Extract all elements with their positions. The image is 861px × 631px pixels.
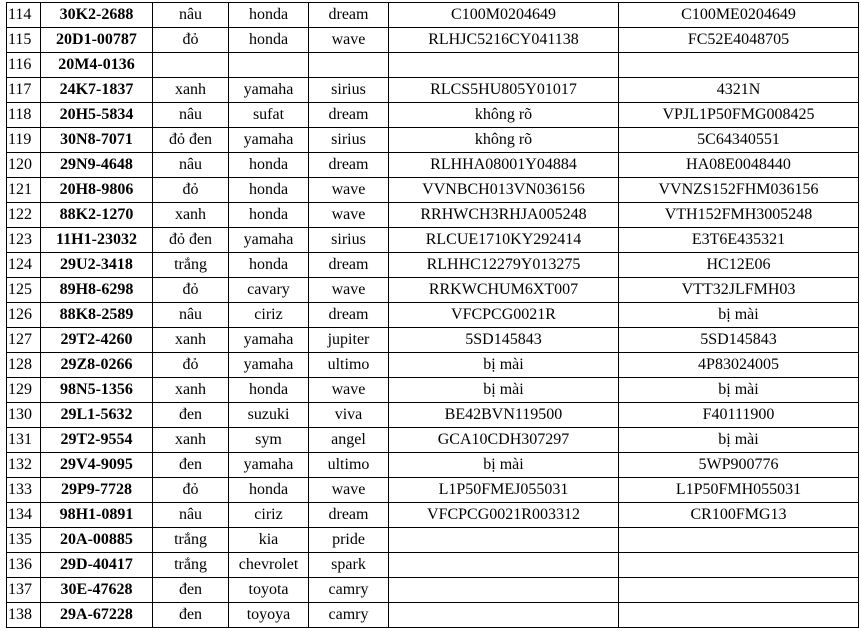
brand-cell: sym	[229, 428, 309, 453]
plate-number-cell: 20H5-5834	[41, 103, 153, 128]
brand-cell: kia	[229, 528, 309, 553]
table-row	[7, 328, 859, 353]
color-cell: xanh	[153, 328, 229, 353]
row-number-cell: 134	[7, 503, 41, 528]
model-cell: dream	[309, 303, 389, 328]
frame-number-cell: VFCPCG0021R003312	[389, 503, 619, 528]
plate-number-cell: 20M4-0136	[41, 53, 153, 78]
color-cell: xanh	[153, 428, 229, 453]
model-cell: jupiter	[309, 328, 389, 353]
plate-number-cell: 89H8-6298	[41, 278, 153, 303]
color-cell: nâu	[153, 3, 229, 28]
brand-cell: toyoya	[229, 603, 309, 628]
frame-number-cell: RLHHC12279Y013275	[389, 253, 619, 278]
brand-cell: suzuki	[229, 403, 309, 428]
color-cell: đen	[153, 578, 229, 603]
row-number-cell: 130	[7, 403, 41, 428]
table-row	[7, 278, 859, 303]
engine-number-cell	[619, 53, 859, 78]
frame-number-cell: không rõ	[389, 128, 619, 153]
frame-number-cell: VVNBCH013VN036156	[389, 178, 619, 203]
table-row	[7, 503, 859, 528]
plate-number-cell: 29T2-9554	[41, 428, 153, 453]
row-number-cell: 138	[7, 603, 41, 628]
model-cell: camry	[309, 603, 389, 628]
engine-number-cell: E3T6E435321	[619, 228, 859, 253]
table-row	[7, 578, 859, 603]
frame-number-cell: BE42BVN119500	[389, 403, 619, 428]
row-number-cell: 118	[7, 103, 41, 128]
plate-number-cell: 29P9-7728	[41, 478, 153, 503]
table-row	[7, 253, 859, 278]
engine-number-cell: 4P83024005	[619, 353, 859, 378]
engine-number-cell: FC52E4048705	[619, 28, 859, 53]
engine-number-cell: L1P50FMH055031	[619, 478, 859, 503]
brand-cell: yamaha	[229, 128, 309, 153]
color-cell: đen	[153, 603, 229, 628]
row-number-cell: 119	[7, 128, 41, 153]
engine-number-cell: 5C64340551	[619, 128, 859, 153]
frame-number-cell: không rõ	[389, 103, 619, 128]
model-cell: sirius	[309, 78, 389, 103]
engine-number-cell: 5WP900776	[619, 453, 859, 478]
plate-number-cell: 29V4-9095	[41, 453, 153, 478]
frame-number-cell	[389, 53, 619, 78]
plate-number-cell: 98H1-0891	[41, 503, 153, 528]
engine-number-cell	[619, 603, 859, 628]
brand-cell: yamaha	[229, 453, 309, 478]
row-number-cell: 136	[7, 553, 41, 578]
model-cell: wave	[309, 178, 389, 203]
engine-number-cell: F40111900	[619, 403, 859, 428]
row-number-cell: 133	[7, 478, 41, 503]
frame-number-cell: RLCUE1710KY292414	[389, 228, 619, 253]
row-number-cell: 115	[7, 28, 41, 53]
model-cell	[309, 53, 389, 78]
color-cell: nâu	[153, 153, 229, 178]
frame-number-cell: VFCPCG0021R	[389, 303, 619, 328]
engine-number-cell: VVNZS152FHM036156	[619, 178, 859, 203]
frame-number-cell	[389, 578, 619, 603]
plate-number-cell: 29U2-3418	[41, 253, 153, 278]
frame-number-cell: L1P50FMEJ055031	[389, 478, 619, 503]
model-cell: wave	[309, 478, 389, 503]
color-cell: đỏ	[153, 178, 229, 203]
color-cell: nâu	[153, 503, 229, 528]
frame-number-cell: RLCS5HU805Y01017	[389, 78, 619, 103]
row-number-cell: 120	[7, 153, 41, 178]
frame-number-cell: bị mài	[389, 353, 619, 378]
plate-number-cell: 98N5-1356	[41, 378, 153, 403]
row-number-cell: 135	[7, 528, 41, 553]
frame-number-cell: 5SD145843	[389, 328, 619, 353]
model-cell: dream	[309, 153, 389, 178]
color-cell: đỏ	[153, 353, 229, 378]
table-row	[7, 403, 859, 428]
brand-cell	[229, 53, 309, 78]
plate-number-cell: 29D-40417	[41, 553, 153, 578]
row-number-cell: 116	[7, 53, 41, 78]
model-cell: ultimo	[309, 353, 389, 378]
frame-number-cell: RLHJC5216CY041138	[389, 28, 619, 53]
color-cell: đen	[153, 453, 229, 478]
model-cell: dream	[309, 503, 389, 528]
table-row	[7, 528, 859, 553]
frame-number-cell	[389, 603, 619, 628]
model-cell: wave	[309, 28, 389, 53]
brand-cell: yamaha	[229, 353, 309, 378]
color-cell: nâu	[153, 103, 229, 128]
engine-number-cell: C100ME0204649	[619, 3, 859, 28]
brand-cell: cavary	[229, 278, 309, 303]
brand-cell: honda	[229, 253, 309, 278]
table-row	[7, 53, 859, 78]
color-cell: xanh	[153, 203, 229, 228]
row-number-cell: 131	[7, 428, 41, 453]
brand-cell: honda	[229, 153, 309, 178]
model-cell: angel	[309, 428, 389, 453]
model-cell: pride	[309, 528, 389, 553]
table-row	[7, 453, 859, 478]
frame-number-cell	[389, 553, 619, 578]
row-number-cell: 122	[7, 203, 41, 228]
row-number-cell: 129	[7, 378, 41, 403]
plate-number-cell: 29A-67228	[41, 603, 153, 628]
brand-cell: sufat	[229, 103, 309, 128]
model-cell: dream	[309, 3, 389, 28]
color-cell: trắng	[153, 528, 229, 553]
row-number-cell: 124	[7, 253, 41, 278]
model-cell: camry	[309, 578, 389, 603]
model-cell: dream	[309, 103, 389, 128]
color-cell: đỏ đen	[153, 128, 229, 153]
model-cell: ultimo	[309, 453, 389, 478]
plate-number-cell: 11H1-23032	[41, 228, 153, 253]
row-number-cell: 123	[7, 228, 41, 253]
plate-number-cell: 29Z8-0266	[41, 353, 153, 378]
color-cell: đỏ	[153, 28, 229, 53]
frame-number-cell: RRHWCH3RHJA005248	[389, 203, 619, 228]
color-cell: nâu	[153, 303, 229, 328]
engine-number-cell	[619, 578, 859, 603]
brand-cell: chevrolet	[229, 553, 309, 578]
model-cell: wave	[309, 278, 389, 303]
brand-cell: yamaha	[229, 228, 309, 253]
brand-cell: toyota	[229, 578, 309, 603]
plate-number-cell: 30E-47628	[41, 578, 153, 603]
plate-number-cell: 20H8-9806	[41, 178, 153, 203]
table-row	[7, 478, 859, 503]
model-cell: wave	[309, 203, 389, 228]
brand-cell: honda	[229, 203, 309, 228]
row-number-cell: 137	[7, 578, 41, 603]
brand-cell: ciriz	[229, 503, 309, 528]
plate-number-cell: 30N8-7071	[41, 128, 153, 153]
table-row	[7, 203, 859, 228]
color-cell	[153, 53, 229, 78]
table-row	[7, 228, 859, 253]
table-row	[7, 378, 859, 403]
frame-number-cell: bị mài	[389, 378, 619, 403]
table-row	[7, 303, 859, 328]
table-row	[7, 553, 859, 578]
model-cell: sirius	[309, 228, 389, 253]
row-number-cell: 117	[7, 78, 41, 103]
brand-cell: honda	[229, 3, 309, 28]
color-cell: trắng	[153, 553, 229, 578]
row-number-cell: 128	[7, 353, 41, 378]
engine-number-cell: bị mài	[619, 303, 859, 328]
plate-number-cell: 29N9-4648	[41, 153, 153, 178]
row-number-cell: 121	[7, 178, 41, 203]
engine-number-cell: 4321N	[619, 78, 859, 103]
brand-cell: honda	[229, 178, 309, 203]
model-cell: dream	[309, 253, 389, 278]
table-row	[7, 153, 859, 178]
brand-cell: ciriz	[229, 303, 309, 328]
engine-number-cell: bị mài	[619, 428, 859, 453]
model-cell: sirius	[309, 128, 389, 153]
row-number-cell: 125	[7, 278, 41, 303]
engine-number-cell: HC12E06	[619, 253, 859, 278]
brand-cell: honda	[229, 378, 309, 403]
frame-number-cell	[389, 528, 619, 553]
plate-number-cell: 29L1-5632	[41, 403, 153, 428]
engine-number-cell: CR100FMG13	[619, 503, 859, 528]
table-row	[7, 128, 859, 153]
frame-number-cell: RRKWCHUM6XT007	[389, 278, 619, 303]
color-cell: đỏ	[153, 478, 229, 503]
plate-number-cell: 30K2-2688	[41, 3, 153, 28]
color-cell: đỏ đen	[153, 228, 229, 253]
brand-cell: yamaha	[229, 328, 309, 353]
row-number-cell: 127	[7, 328, 41, 353]
table-row	[7, 178, 859, 203]
frame-number-cell: bị mài	[389, 453, 619, 478]
model-cell: spark	[309, 553, 389, 578]
plate-number-cell: 20D1-00787	[41, 28, 153, 53]
table-row	[7, 428, 859, 453]
model-cell: viva	[309, 403, 389, 428]
engine-number-cell	[619, 528, 859, 553]
color-cell: xanh	[153, 378, 229, 403]
engine-number-cell: 5SD145843	[619, 328, 859, 353]
color-cell: đen	[153, 403, 229, 428]
engine-number-cell: HA08E0048440	[619, 153, 859, 178]
frame-number-cell: RLHHA08001Y04884	[389, 153, 619, 178]
engine-number-cell: VPJL1P50FMG008425	[619, 103, 859, 128]
engine-number-cell: VTT32JLFMH03	[619, 278, 859, 303]
engine-number-cell: VTH152FMH3005248	[619, 203, 859, 228]
row-number-cell: 114	[7, 3, 41, 28]
brand-cell: honda	[229, 478, 309, 503]
row-number-cell: 132	[7, 453, 41, 478]
plate-number-cell: 88K8-2589	[41, 303, 153, 328]
table-row	[7, 28, 859, 53]
table-row	[7, 78, 859, 103]
plate-number-cell: 88K2-1270	[41, 203, 153, 228]
engine-number-cell	[619, 553, 859, 578]
color-cell: xanh	[153, 78, 229, 103]
table-row	[7, 3, 859, 28]
color-cell: trắng	[153, 253, 229, 278]
table-row	[7, 103, 859, 128]
brand-cell: yamaha	[229, 78, 309, 103]
plate-number-cell: 24K7-1837	[41, 78, 153, 103]
table-row	[7, 603, 859, 628]
vehicle-table	[6, 2, 859, 628]
frame-number-cell: GCA10CDH307297	[389, 428, 619, 453]
engine-number-cell: bị mài	[619, 378, 859, 403]
plate-number-cell: 29T2-4260	[41, 328, 153, 353]
brand-cell: honda	[229, 28, 309, 53]
plate-number-cell: 20A-00885	[41, 528, 153, 553]
model-cell: wave	[309, 378, 389, 403]
color-cell: đỏ	[153, 278, 229, 303]
vehicle-table-body	[7, 3, 859, 628]
table-row	[7, 353, 859, 378]
frame-number-cell: C100M0204649	[389, 3, 619, 28]
row-number-cell: 126	[7, 303, 41, 328]
